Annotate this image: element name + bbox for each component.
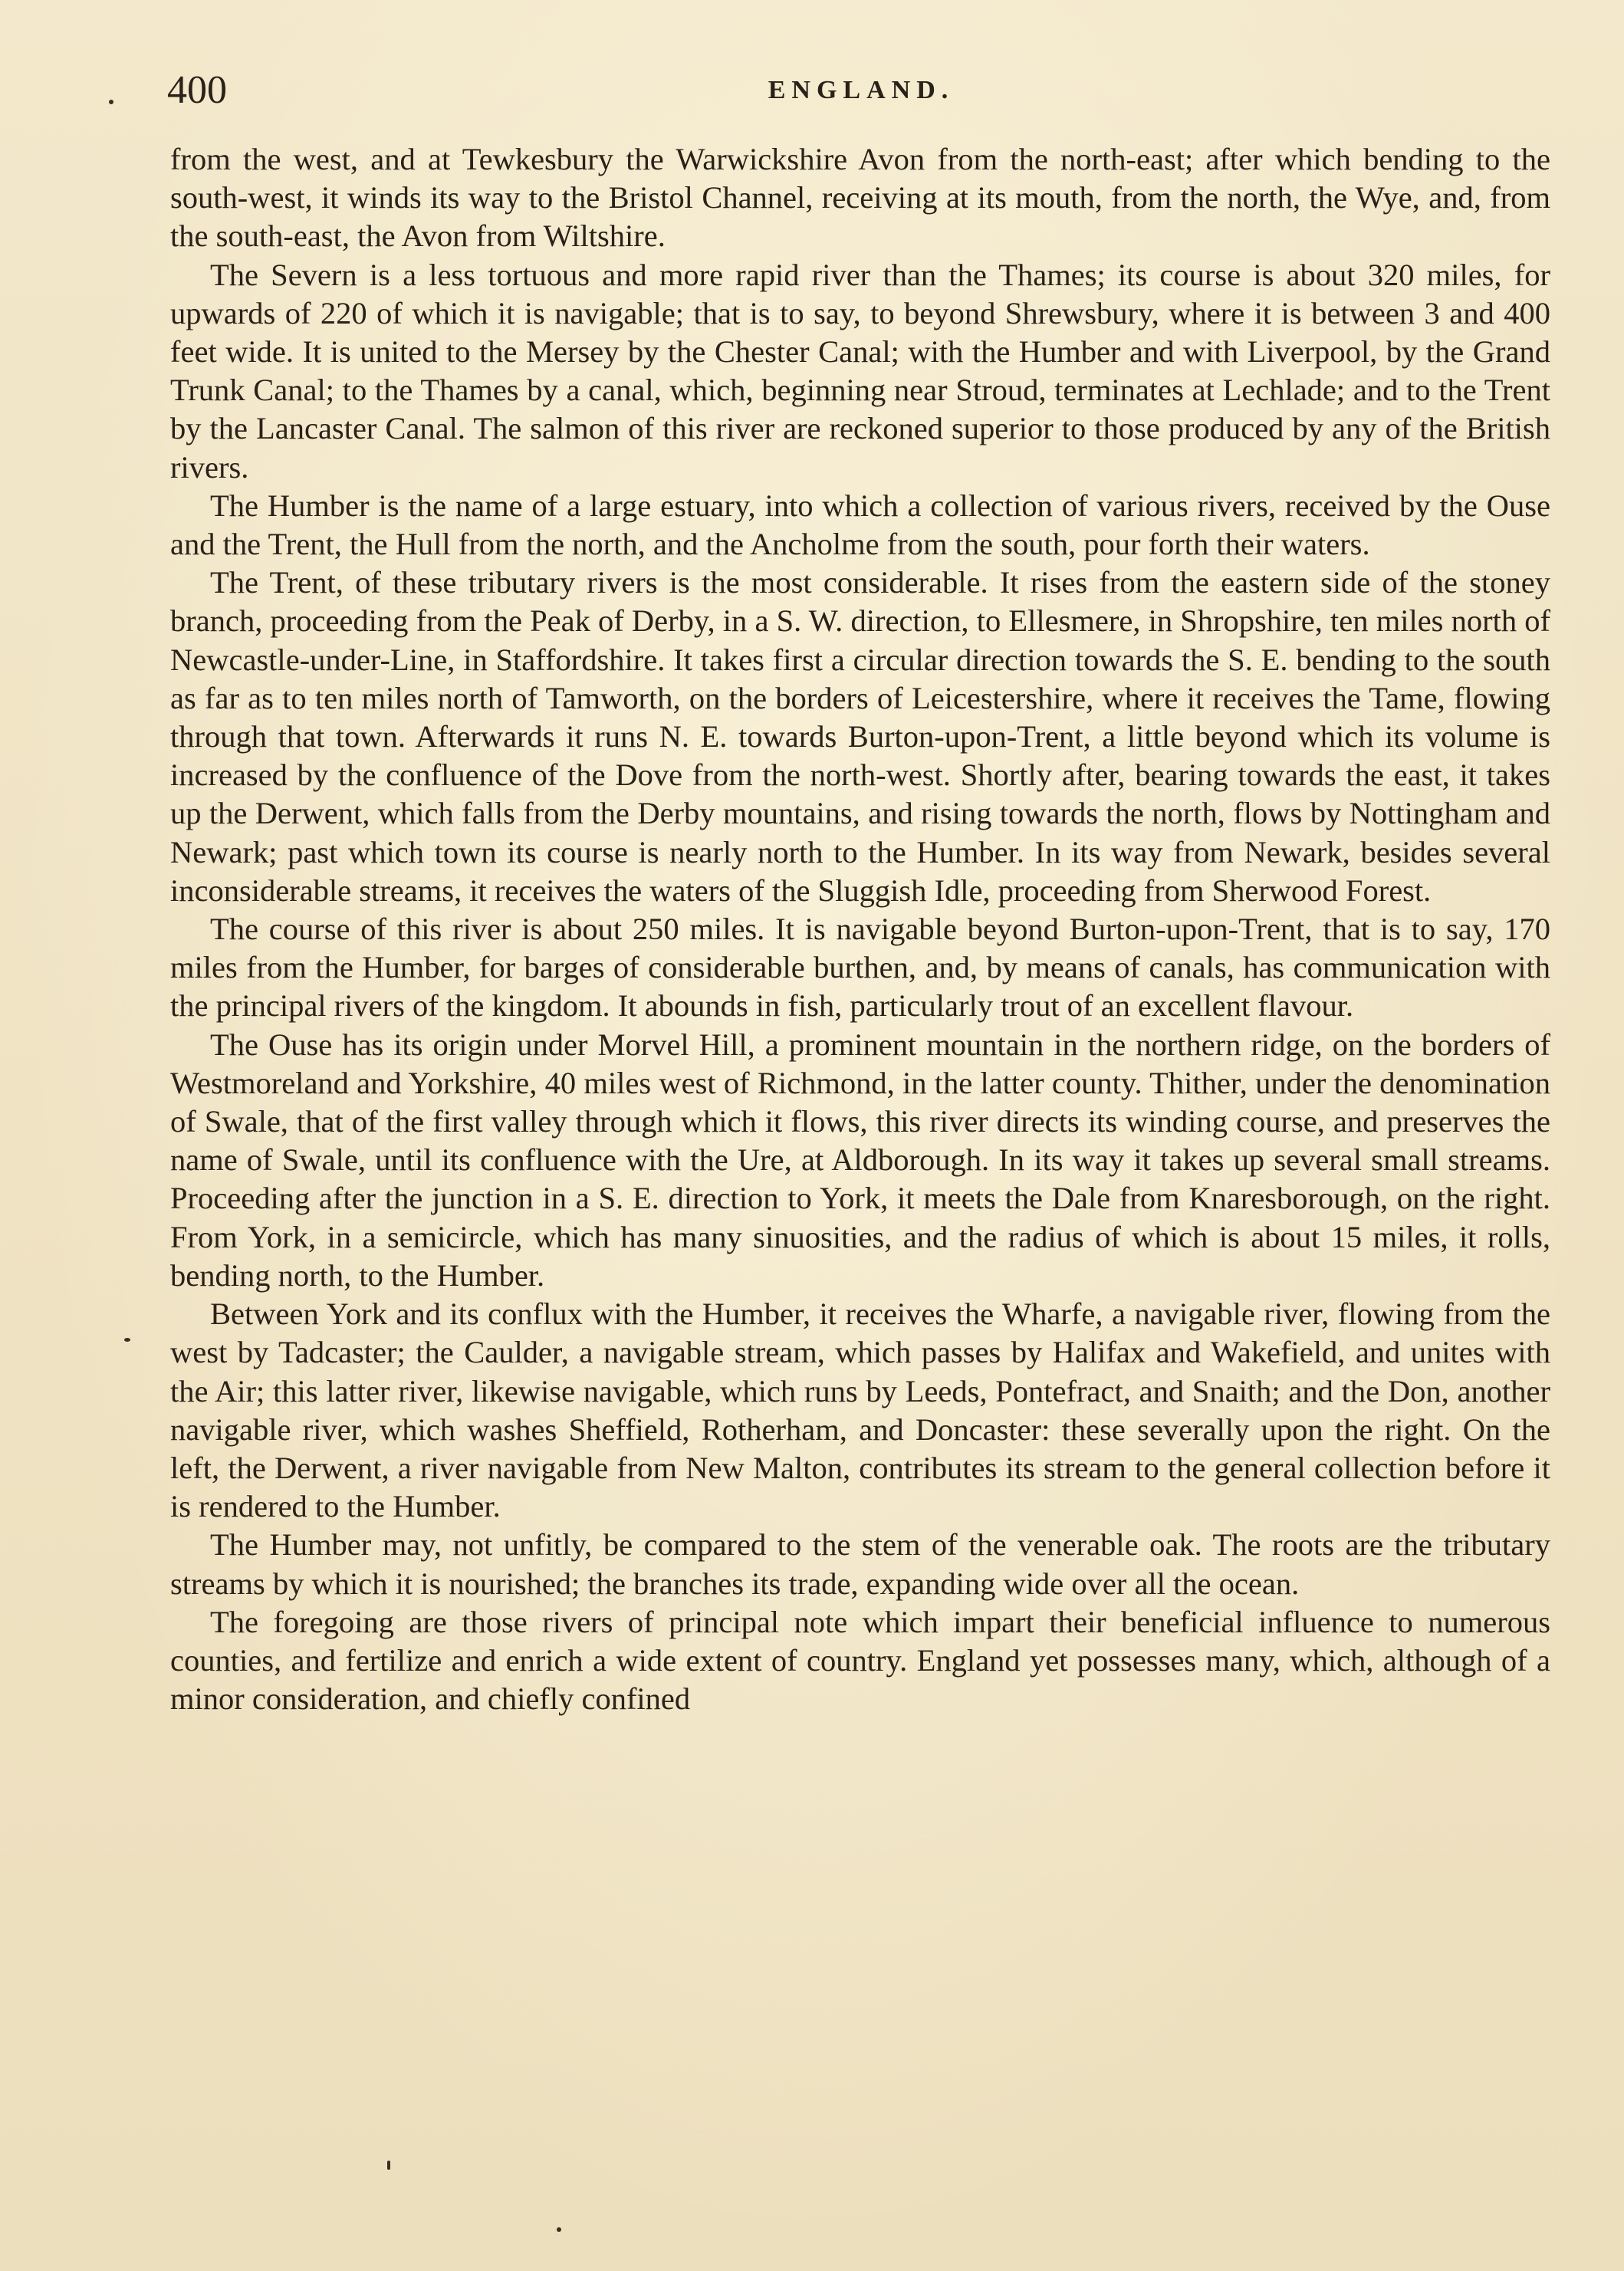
- body-text: [170, 140, 1550, 1718]
- paragraph: from the west, and at Tewkesbury the Warwickshire Avon from the north-east; after which bending to the south-west, it winds its way to the Bristol Channel, receiving at its mouth, from the north, the Wye, and, from the south-east, the Avon from Wiltshire.: [170, 142, 1550, 254]
- paragraph: The Severn is a less tortuous and more rapid river than the Thames; its course is about 320 miles, for upwards of 220 of which it is navigable; that is to say, to beyond Shrewsbury, where it is between 3 and 400 feet wide. It is united to the Mersey by the Chester Canal; with the Humber and with Liverpool, by the Grand Trunk Canal; to the Thames by a canal, which, beginning near Stroud, terminates at Lechlade; and to the Trent by the Lancaster Canal. The salmon of this river are reckoned superior to those produced by any of the British rivers.: [170, 257, 1550, 485]
- paragraph: The Humber may, not unfitly, be compared to the stem of the venerable oak. The roots are the tributary streams by which it is nourished; the branches its trade, expanding wide over all the ocean.: [170, 1527, 1550, 1601]
- paragraph: The Ouse has its origin under Morvel Hill, a prominent mountain in the northern ridge, on the borders of Westmoreland and Yorkshire, 40 miles west of Richmond, in the latter county. Thither, under the denomination of Swale, that of the first valley through which it flows, this river directs its winding course, and preserves the name of Swale, until its confluence with the Ure, at Aldborough. In its way it takes up several small streams. Proceeding after the junction in a S. E. direction to York, it meets the Dale from Knaresborough, on the right. From York, in a semicircle, which has many sinuosities, and the radius of which is about 15 miles, it rolls, bending north, to the Humber.: [170, 1027, 1550, 1293]
- ink-speck: [124, 1338, 130, 1342]
- ink-speck: [557, 2227, 561, 2232]
- ink-speck: [109, 100, 113, 104]
- paragraph: The course of this river is about 250 miles. It is navigable beyond Burton-upon-Trent, that is to say, 170 miles from the Humber, for barges of considerable burthen, and, by means of canals, has communication with the principal rivers of the kingdom. It abounds in fish, particularly trout of an excellent flavour.: [170, 912, 1550, 1024]
- paragraph: The foregoing are those rivers of principal note which impart their beneficial influence to numerous counties, and fertilize and enrich a wide extent of country. England yet possesses many, which, although of a minor consideration, and chiefly confined: [170, 1604, 1550, 1717]
- page-header: [167, 67, 1555, 121]
- paragraph: The Trent, of these tributary rivers is the most considerable. It rises from the eastern side of the stoney branch, proceeding from the Peak of Derby, in a S. W. direction, to Ellesmere, in Shropshire, ten miles north of Newcastle-under-Line, in Staffordshire. It takes first a circular direction towards the S. E. bending to the south as far as to ten miles north of Tamworth, on the borders of Leicestershire, where it receives the Tame, flowing through that town. Afterwards it runs N. E. towards Burton-upon-Trent, a little beyond which its volume is increased by the confluence of the Dove from the north-west. Shortly after, bearing towards the east, it takes up the Derwent, which falls from the Derby mountains, and rising towards the north, flows by Nottingham and Newark; past which town its course is nearly north to the Humber. In its way from Newark, besides several inconsiderable streams, it receives the waters of the Sluggish Idle, proceeding from Sherwood Forest.: [170, 565, 1550, 908]
- paragraph: The Humber is the name of a large estuary, into which a collection of various rivers, received by the Ouse and the Trent, the Hull from the north, and the Ancholme from the south, pour forth their waters.: [170, 488, 1550, 562]
- ink-speck: [387, 2161, 390, 2170]
- page-number: 400: [167, 68, 227, 112]
- running-title: ENGLAND.: [768, 76, 955, 104]
- paragraph: Between York and its conflux with the Humber, it receives the Wharfe, a navigable river, flowing from the west by Tadcaster; the Caulder, a navigable stream, which passes by Halifax and Wakefield, and unites with the Air; this latter river, likewise navigable, which runs by Leeds, Pontefract, and Snaith; and the Don, another navigable river, which washes Sheffield, Rotherham, and Doncaster: these severally upon the right. On the left, the Derwent, a river navigable from New Malton, contributes its stream to the general collection before it is rendered to the Humber.: [170, 1297, 1550, 1524]
